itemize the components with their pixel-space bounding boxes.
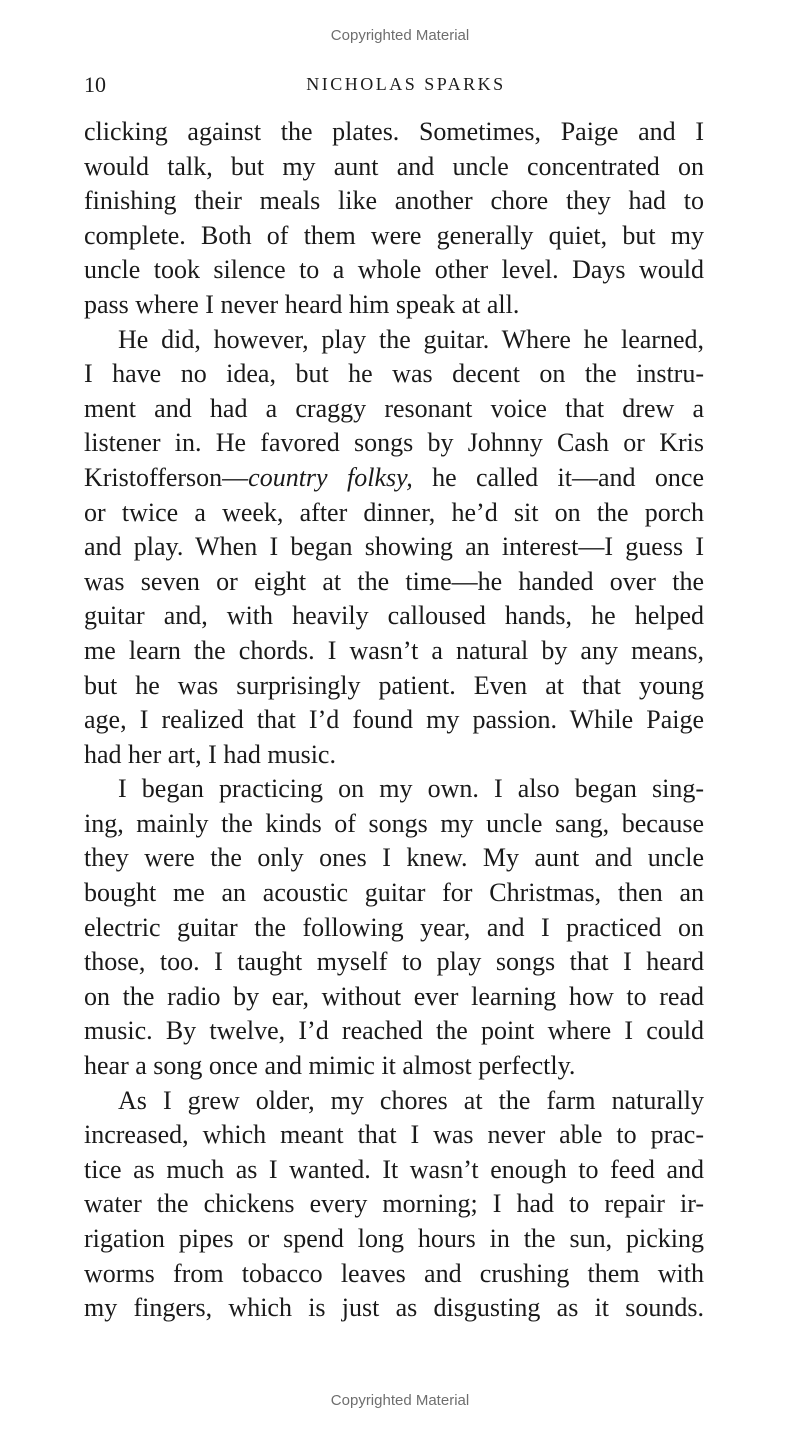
page-number: 10 xyxy=(84,72,106,97)
text-line: water the chickens every morning; I had to repair ir- xyxy=(84,1189,704,1219)
text-line: guitar and, with heavily calloused hands, he helped xyxy=(84,601,704,631)
text-line: worms from tobacco leaves and crushing them with xyxy=(84,1258,704,1288)
paragraph xyxy=(84,1084,704,1326)
text-line: clicking against the plates. Sometimes, Paige and I xyxy=(84,117,704,146)
copyright-watermark-bottom: Copyrighted Material xyxy=(330,1392,470,1409)
text-line: would talk, but my aunt and uncle concentrated on xyxy=(84,151,704,181)
text-line: listener in. He favored songs by Johnny Cash or Kris xyxy=(84,428,704,458)
text-line: tice as much as I wanted. It wasn’t enough to feed and xyxy=(84,1154,704,1184)
running-head xyxy=(84,72,704,98)
author-name: NICHOLAS SPARKS xyxy=(306,74,506,94)
text-line: electric guitar the following year, and I practiced on xyxy=(84,912,704,942)
text-line: finishing their meals like another chore they had to xyxy=(84,186,704,216)
text-line: they were the only ones I knew. My aunt and uncle xyxy=(84,843,704,873)
text-line: I have no idea, but he was decent on the instru- xyxy=(84,359,704,389)
text-line: As I grew older, my chores at the farm naturally xyxy=(118,1085,704,1115)
text-line: on the radio by ear, without ever learning how to read xyxy=(84,981,704,1011)
text-line: age, I realized that I’d found my passion. While Paige xyxy=(84,705,704,735)
text-line: me learn the chords. I wasn’t a natural by any means, xyxy=(84,635,704,665)
text-line: or twice a week, after dinner, he’d sit on the porch xyxy=(84,497,704,527)
italic-phrase: country folksy, xyxy=(248,462,413,492)
paragraph xyxy=(84,772,704,1083)
text-line: had her art, I had music. xyxy=(84,739,336,769)
text-line: music. By twelve, I’d reached the point where I could xyxy=(84,1016,704,1046)
paragraph xyxy=(84,115,704,323)
text-line: bought me an acoustic guitar for Christmas, then an xyxy=(84,878,704,908)
text-line: was seven or eight at the time—he handed over the xyxy=(84,566,704,596)
text-line: my fingers, which is just as disgusting as it sounds. xyxy=(84,1293,704,1323)
text-line: pass where I never heard him speak at all. xyxy=(84,289,520,319)
text-line: uncle took silence to a whole other level. Days would xyxy=(84,255,704,285)
text-line: rigation pipes or spend long hours in the sun, picking xyxy=(84,1224,704,1253)
text-line: and play. When I began showing an interest—I guess I xyxy=(84,532,704,562)
copyright-watermark-top: Copyrighted Material xyxy=(330,27,470,44)
text-line: complete. Both of them were generally quiet, but my xyxy=(84,220,704,250)
text-line: I began practicing on my own. I also began sing- xyxy=(118,774,704,804)
text-line: those, too. I taught myself to play songs that I heard xyxy=(84,947,704,977)
text-line: hear a song once and mimic it almost perfectly. xyxy=(84,1051,576,1081)
text-line: He did, however, play the guitar. Where he learned, xyxy=(118,324,704,354)
text-line: increased, which meant that I was never able to prac- xyxy=(84,1120,704,1150)
paragraph xyxy=(84,323,704,773)
text-line: ment and had a craggy resonant voice that drew a xyxy=(84,393,704,423)
text-line: Kristofferson—country folksy, he called it—and once xyxy=(84,462,704,492)
text-line: but he was surprisingly patient. Even at that young xyxy=(84,670,704,700)
text-line: ing, mainly the kinds of songs my uncle sang, because xyxy=(84,808,704,838)
body-text xyxy=(84,115,704,1326)
